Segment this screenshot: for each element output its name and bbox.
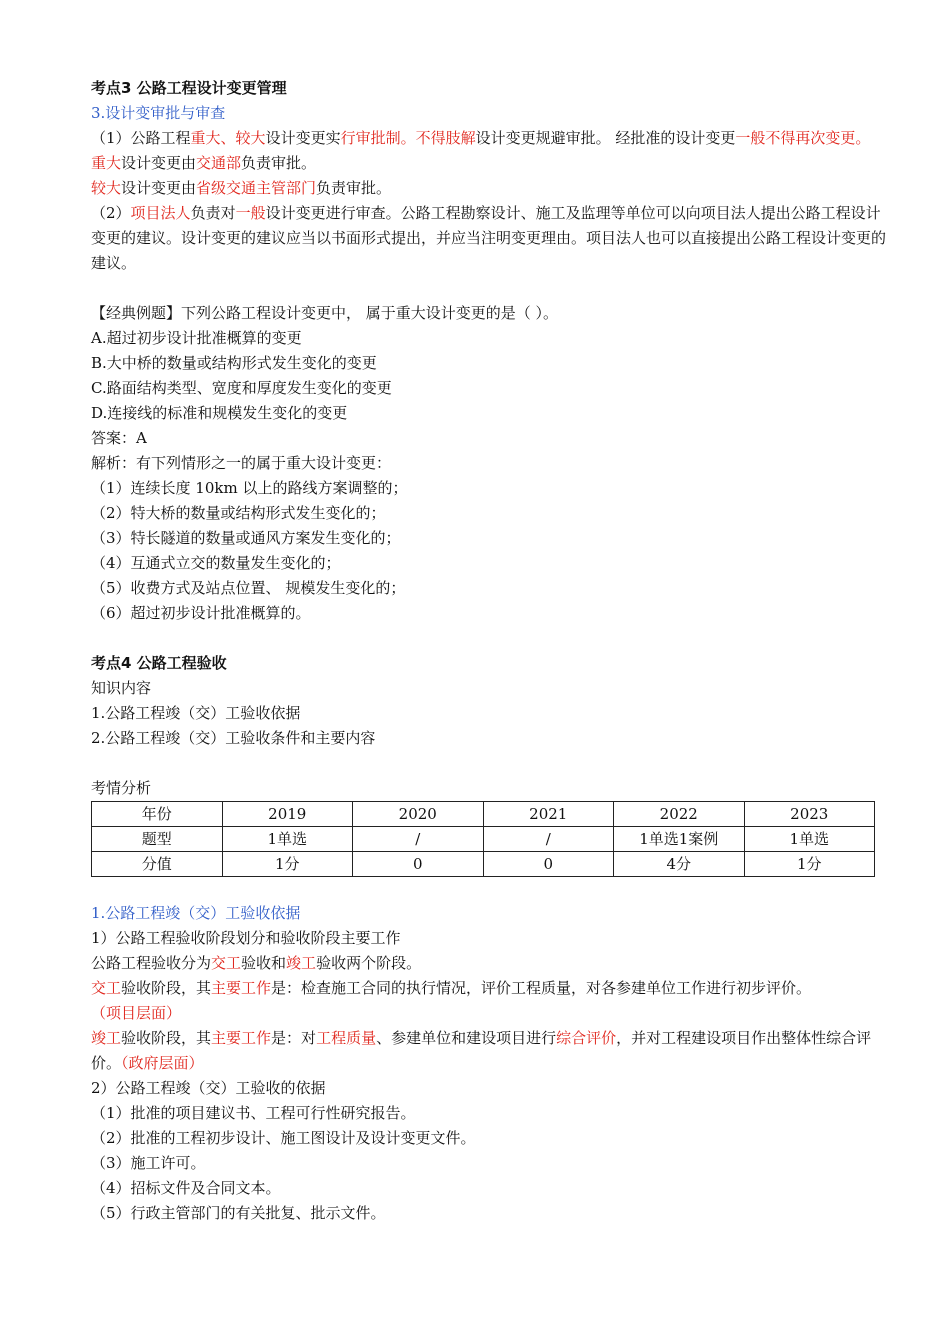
section3-paragraph-2 xyxy=(91,151,891,176)
table-cell: 2020 xyxy=(353,802,484,827)
text-run: 设计变更实 xyxy=(265,129,341,147)
text-run: 公路工程验收分为 xyxy=(91,954,212,972)
table-cell: 2022 xyxy=(614,802,745,827)
example-option-b: B.大中桥的数量或结构形式发生变化的变更 xyxy=(91,354,377,372)
table-cell: 0 xyxy=(353,852,484,877)
table-cell: 题型 xyxy=(92,827,223,852)
section3-paragraph-3 xyxy=(91,176,891,201)
knowledge-item: 2.公路工程竣（交）工验收条件和主要内容 xyxy=(91,729,376,747)
jiaogong-paragraph xyxy=(91,976,891,1026)
text-run: 验收阶段，其 xyxy=(121,979,212,997)
sub-heading-2: 2）公路工程竣（交）工验收的依据 xyxy=(91,1079,326,1097)
example-option-d: D.连接线的标准和规模发生变化的变更 xyxy=(91,404,348,422)
highlight-text: 一般不得再次变更。 xyxy=(735,129,871,147)
document-page xyxy=(91,76,891,1226)
highlight-text: 交工 xyxy=(211,954,242,972)
highlight-text: 综合评价 xyxy=(556,1029,617,1047)
text-run: 设计变更由 xyxy=(121,154,197,172)
analysis-item: （4）互通式立交的数量发生变化的； xyxy=(91,554,341,572)
highlight-text: （项目层面） xyxy=(91,1004,182,1022)
section3-subtitle: 3.设计变审批与审查 xyxy=(91,104,226,122)
example-answer: 答案：A xyxy=(91,429,147,447)
text-run: 负责对 xyxy=(190,204,236,222)
highlight-text: 交工 xyxy=(91,979,122,997)
text-run: 设计变更规避审批。 经批准的设计变更 xyxy=(475,129,736,147)
section3-paragraph-4 xyxy=(91,201,891,276)
text-run: 验收两个阶段。 xyxy=(316,954,422,972)
text-run: （2） xyxy=(91,204,131,222)
analysis-item: （1）连续长度 10km 以上的路线方案调整的； xyxy=(91,479,408,497)
text-run: 验收和 xyxy=(241,954,287,972)
table-cell: 1分 xyxy=(222,852,353,877)
section3-title: 考点3 公路工程设计变更管理 xyxy=(91,79,287,97)
example-question: 【经典例题】下列公路工程设计变更中， 属于重大设计变更的是（ ）。 xyxy=(91,304,559,322)
table-cell: 2019 xyxy=(222,802,353,827)
text-run: 负责审批。 xyxy=(316,179,392,197)
example-option-c: C.路面结构类型、宽度和厚度发生变化的变更 xyxy=(91,379,392,397)
basis-item: （5）行政主管部门的有关批复、批示文件。 xyxy=(91,1204,386,1222)
highlight-text: 交通部 xyxy=(196,154,242,172)
highlight-text: 重大、较大 xyxy=(190,129,266,147)
example-analysis: 解析：有下列情形之一的属于重大设计变更： xyxy=(91,454,392,472)
table-cell: 1单选 xyxy=(222,827,353,852)
highlight-text: 一般 xyxy=(235,204,266,222)
highlight-text: 行审批制。不得肢解 xyxy=(340,129,476,147)
highlight-text: 工程质量 xyxy=(316,1029,377,1047)
text-run: ，并对工程建设项目作出整体性综合评价。 xyxy=(91,1029,872,1072)
text-run: 是：检查施工合同的执行情况，评价工程质量，对各参建单位工作进行初步评价。 xyxy=(271,979,812,997)
basis-item: （4）招标文件及合同文本。 xyxy=(91,1179,281,1197)
knowledge-item: 1.公路工程竣（交）工验收依据 xyxy=(91,704,301,722)
analysis-item: （6）超过初步设计批准概算的。 xyxy=(91,604,311,622)
table-cell: 0 xyxy=(483,852,614,877)
table-cell: 4分 xyxy=(614,852,745,877)
example-option-a: A.超过初步设计批准概算的变更 xyxy=(91,329,302,347)
basis-item: （1）批准的项目建议书、工程可行性研究报告。 xyxy=(91,1104,416,1122)
table-cell: 年份 xyxy=(92,802,223,827)
text-run: （1）公路工程 xyxy=(91,129,191,147)
section4-subtitle: 1.公路工程竣（交）工验收依据 xyxy=(91,904,301,922)
stages-paragraph xyxy=(91,951,891,976)
text-run: 验收阶段，其 xyxy=(121,1029,212,1047)
table-cell: / xyxy=(353,827,484,852)
highlight-text: 项目法人 xyxy=(130,204,191,222)
exam-stats-table xyxy=(91,801,875,877)
table-cell: 1单选1案例 xyxy=(614,827,745,852)
highlight-text: 竣工 xyxy=(286,954,317,972)
table-row xyxy=(92,802,875,827)
table-row xyxy=(92,852,875,877)
jungong-paragraph xyxy=(91,1026,891,1076)
highlight-text: 重大 xyxy=(91,154,122,172)
table-cell: / xyxy=(483,827,614,852)
section3-paragraph-1 xyxy=(91,126,891,151)
analysis-item: （5）收费方式及站点位置、 规模发生变化的； xyxy=(91,579,406,597)
section4-title: 考点4 公路工程验收 xyxy=(91,654,227,672)
analysis-item: （2）特大桥的数量或结构形式发生变化的； xyxy=(91,504,386,522)
highlight-text: 省级交通主管部门 xyxy=(196,179,317,197)
knowledge-label: 知识内容 xyxy=(91,679,152,697)
table-cell: 2023 xyxy=(744,802,875,827)
text-run: 负责审批。 xyxy=(241,154,317,172)
basis-item: （2）批准的工程初步设计、施工图设计及设计变更文件。 xyxy=(91,1129,476,1147)
highlight-text: （政府层面） xyxy=(121,1054,204,1072)
text-run: 、参建单位和建设项目进行 xyxy=(376,1029,557,1047)
text-run: 是：对 xyxy=(271,1029,317,1047)
table-cell: 1分 xyxy=(744,852,875,877)
highlight-text: 主要工作 xyxy=(211,1029,272,1047)
text-run: 设计变更进行审查。公路工程勘察设计、施工及监理等单位可以向项目法人提出公路工程设计变更的建议。设计变更的建议应当以书面形式提出，并应当注明变更理由。项目法人也可以直接提出公路工程设计变更的建议。 xyxy=(91,204,887,272)
highlight-text: 较大 xyxy=(91,179,122,197)
table-row xyxy=(92,827,875,852)
text-run: 设计变更由 xyxy=(121,179,197,197)
analysis-item: （3）特长隧道的数量或通风方案发生变化的； xyxy=(91,529,401,547)
table-cell: 1单选 xyxy=(744,827,875,852)
highlight-text: 竣工 xyxy=(91,1029,122,1047)
analysis-label: 考情分析 xyxy=(91,779,152,797)
sub-heading-1: 1）公路工程验收阶段划分和验收阶段主要工作 xyxy=(91,929,401,947)
table-cell: 2021 xyxy=(483,802,614,827)
table-cell: 分值 xyxy=(92,852,223,877)
basis-item: （3）施工许可。 xyxy=(91,1154,206,1172)
highlight-text: 主要工作 xyxy=(211,979,272,997)
